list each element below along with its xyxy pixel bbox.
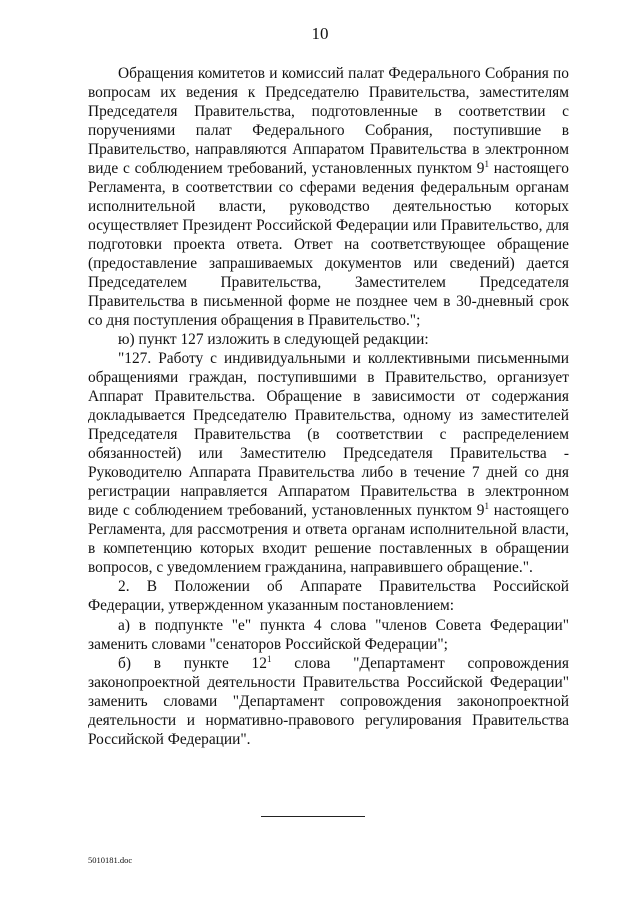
superscript-footnote: 1 — [484, 500, 489, 511]
footer-divider — [261, 816, 365, 817]
paragraph-text-continued: настоящего Регламента, в соответствии со сферами ведения федеральным органам исполнительной власти, руководство деятельностью которых осуществляет Президент Российской Федерации или Правительство, для подготовки проекта ответа. Ответ на соответствующее обращение (предоставление запрашиваемых документов или сведений) дается Председателем Правительства, Заместителем Председателя Правительства в письменной форме не позднее чем в 30-дневный срок со дня поступления обращения в Правительство."; — [88, 160, 569, 329]
paragraph-subitem-b — [88, 654, 569, 749]
paragraph-section-2: 2. В Положении об Аппарате Правительства Российской Федерации, утвержденном указанным постановлением: — [88, 578, 569, 614]
paragraph-subitem-a: а) в подпункте "е" пункта 4 слова "членов Совета Федерации" заменить словами "сенаторов Российской Федерации"; — [88, 617, 569, 653]
page-number: 10 — [311, 24, 329, 43]
document-code: 5010181.doc — [88, 855, 133, 865]
paragraph-text-continued: слова "Департамент сопровождения законопроектной деятельности Правительства Российской Федерации" заменить словами "Департамент сопровождения законопроектной деятельности и нормативно-правового регулирования Правительства Российской Федерации". — [88, 655, 569, 748]
superscript-footnote: 1 — [266, 653, 272, 664]
paragraph-item-127 — [88, 349, 569, 577]
superscript-footnote: 1 — [484, 158, 489, 169]
paragraph-text-continued: настоящего Регламента, для рассмотрения и ответа органам исполнительной власти, в компетенцию которых входит решение поставленных в обращении вопросов, с уведомлением гражданина, направившего обращение.". — [88, 502, 569, 576]
document-body — [88, 64, 569, 749]
paragraph-parliament-appeals — [88, 64, 569, 330]
paragraph-item-127-intro: ю) пункт 127 изложить в следующей редакции: — [118, 331, 429, 348]
paragraph-text: Обращения комитетов и комиссий палат Федерального Собрания по вопросам их ведения к Председателю Правительства, заместителям Председателя Правительства, подготовленные в соответствии с поручениями палат Федерального Собрания, поступившие в Правительство, направляются Аппаратом Правительства в электронном виде с соблюдением требований, установленных пунктом 9 — [88, 65, 569, 177]
paragraph-text: б) в пункте 12 — [118, 655, 267, 672]
paragraph-text: "127. Работу с индивидуальными и коллективными письменными обращениями граждан, поступившими в Правительство, организует Аппарат Правительства. Обращение в зависимости от содержания докладывается Председателю Правительства, одному из заместителей Председателя Правительства (в соответствии с распределением обязанностей) или Заместителю Председателя Правительства - Руководителю Аппарата Правительства либо в течение 7 дней со дня регистрации направляется Аппаратом Правительства в электронном виде с соблюдением требований, установленных пунктом 9 — [88, 350, 569, 519]
